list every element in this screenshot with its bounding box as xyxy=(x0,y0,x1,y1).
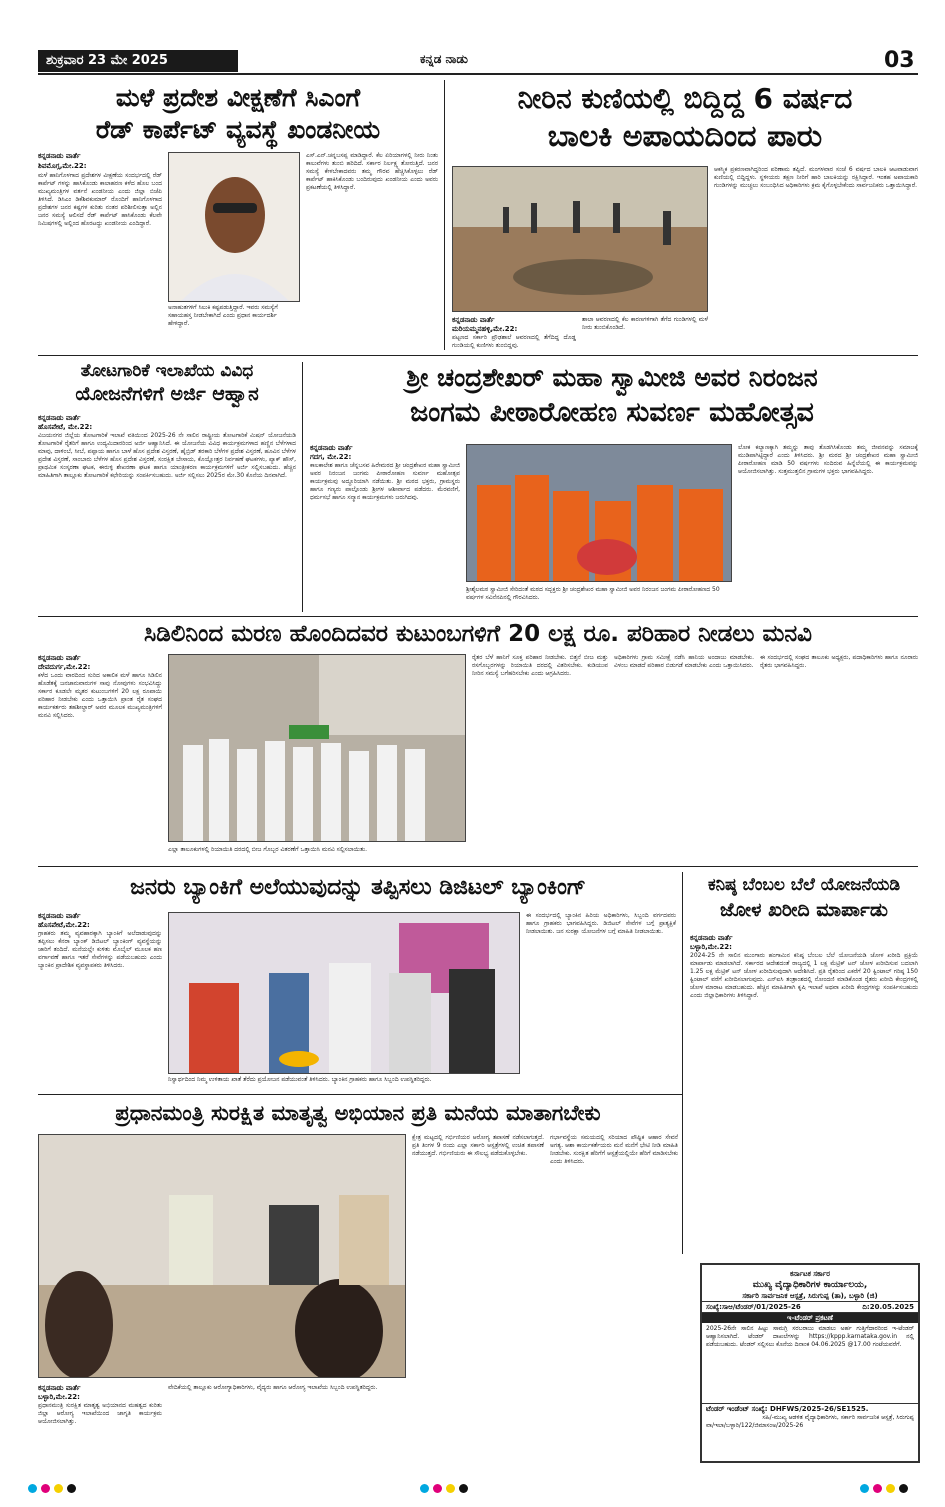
header-rule xyxy=(38,73,918,75)
story7-headline-line2: ಜೋಳ ಖರೀದಿ ಮಾರ್ಪಾಡು xyxy=(720,899,888,921)
story4-byline: ಕನ್ನಡನಾಡು ವಾರ್ತೆ xyxy=(310,444,353,452)
story8-photo-meeting xyxy=(38,1134,406,1378)
black-dot xyxy=(459,1484,468,1493)
story8-headline: ಪ್ರಧಾನಮಂತ್ರಿ ಸುರಕ್ಷಿತ ಮಾತೃತ್ವ ಅಭಿಯಾನ ಪ್ರತಿ ಮನೆಯ ಮಾತಾಗಬೇಕು xyxy=(115,1101,601,1125)
portrait-illustration xyxy=(169,153,300,302)
magenta-dot xyxy=(873,1484,882,1493)
tender-ref: ಸಂಖ್ಯೆ:ಸಾಆ/ಟೆಂಡರ್/01/2025-26 xyxy=(706,1303,801,1311)
story4-photo-swamijis xyxy=(466,444,732,582)
story6-column3: ಈ ಸಂದರ್ಭದಲ್ಲಿ ಬ್ಯಾಂಕಿನ ಹಿರಿಯ ಅಧಿಕಾರಿಗಳು, ಸಿಬ್ಬಂದಿ ವರ್ಗದವರು ಹಾಗೂ ಗ್ರಾಹಕರು ಭಾಗವಹಿಸಿದ್ದರು. ಡಿಜಿಟಲ್ ಸೇವೆಗಳ ಬಗ್ಗೆ ಪ್ರಾತ್ಯಕ್ಷಿಕೆ ನೀಡಲಾಯಿತು. ಜನ ಸುರಕ್ಷಾ ಯೋಜನೆಗಳ ಬಗ್ಗೆ ಮಾಹಿತಿ ನೀಡಲಾಯಿತು. xyxy=(526,912,676,935)
story7-byline: ಕನ್ನಡನಾಡು ವಾರ್ತೆ xyxy=(690,934,733,942)
column-divider xyxy=(682,872,683,1254)
column-divider xyxy=(444,80,445,350)
story3-headline-line2: ಯೋಜನೆಗಳಿಗೆ ಅರ್ಜಿ ಆಹ್ವಾನ xyxy=(75,383,259,405)
story6-dateline: ಹೊಸಪೇಟೆ,ಮೇ.22: xyxy=(38,921,90,929)
story7-dateline: ಬಳ್ಳಾರಿ,ಮೇ.22: xyxy=(690,943,732,951)
yellow-dot xyxy=(446,1484,455,1493)
meeting-illustration xyxy=(39,1135,406,1378)
story4-column1: ಕಾಲಕಾಲೇಶ ಹಾಗೂ ಚೆನ್ನಬಸವ ಹಿರೇಮಠದ ಶ್ರೀ ಚಂದ್ರಶೇಖರ ಮಹಾ ಸ್ವಾಮೀಜಿ ಅವರ ನಿರಂಜನ ಜಂಗಮ ಪೀಠಾರೋಹಣ ಸುವರ್ಣ ಮಹೋತ್ಸವ ಕಾರ್ಯಕ್ರಮವು ಅದ್ದೂರಿಯಾಗಿ ನಡೆಯಿತು. ಶ್ರೀ ಮಠದ ಭಕ್ತರು, ಗ್ರಾಮಸ್ಥರು ಹಾಗೂ ಗಣ್ಯರು ಪಾಲ್ಗೊಂಡು ಶ್ರೀಗಳ ಆಶೀರ್ವಾದ ಪಡೆದರು. ಮೆರವಣಿಗೆ, ಧರ್ಮಸಭೆ ಹಾಗೂ ಸನ್ಮಾನ ಕಾರ್ಯಕ್ರಮಗಳು ಜರುಗಿದವು. xyxy=(310,462,460,501)
story1-headline-line2: ರೆಡ್ ಕಾರ್ಪೆಟ್ ವ್ಯವಸ್ಥೆ ಖಂಡನೀಯ xyxy=(95,115,381,144)
story6-caption: ನಿಸ್ವಾರ್ಥದಿಂದ ನಿಮ್ಮ ಉಳಿತಾಯ ಖಾತೆ ತೆರೆದು ಪ್ರಯೋಜನ ಪಡೆಯುವಂತೆ ತಿಳಿಸಿದರು. ಬ್ಯಾಂಕಿನ ಗ್ರಾಹಕರು ಹಾಗೂ ಸಿಬ್ಬಂದಿ ಉಪಸ್ಥಿತರಿದ್ದರು. xyxy=(168,1076,432,1083)
tender-notice xyxy=(700,1263,920,1463)
story1-byline: ಕನ್ನಡನಾಡು ವಾರ್ತೆ xyxy=(38,152,81,160)
story2-column2: ಶಾಲಾ ಆವರಣದಲ್ಲಿ ಕೆಲ ಕಾರಣಗಳಿಗಾಗಿ ತೆಗೆದ ಗುಂಡಿಗಳಲ್ಲಿ ಮಳೆ ನೀರು ತುಂಬಿಕೊಂಡಿದೆ. xyxy=(582,316,708,331)
story3-dateline: ಹೊಸಪೇಟೆ, ಮೇ.22: xyxy=(38,423,93,431)
story5-column1: ಕಳೆದ ಒಂದು ವಾರದಿಂದ ಸುರಿದ ಅಕಾಲಿಕ ಮಳೆ ಹಾಗೂ ಸಿಡಿಲಿನ ಹೊಡೆತಕ್ಕೆ ಜನಜಾನುವಾರುಗಳ ಸಾವು ನೋವುಗಳು ಸಂಭವಿಸಿದ್ದು ಸರ್ಕಾರ ಕೂಡಲೇ ಮೃತರ ಕುಟುಂಬಗಳಿಗೆ 20 ಲಕ್ಷ ರೂಪಾಯಿ ಪರಿಹಾರ ನೀಡಬೇಕು ಎಂದು ಒತ್ತಾಯಿಸಿ ಪ್ರಾಂತ ರೈತ ಸಂಘದ ಕಾರ್ಯಕರ್ತರು ತಹಶೀಲ್ದಾರ್ ಅವರ ಮೂಲಕ ಮುಖ್ಯಮಂತ್ರಿಗಳಿಗೆ ಮನವಿ ಸಲ್ಲಿಸಿದರು. xyxy=(38,672,162,719)
cyan-dot xyxy=(28,1484,37,1493)
pit-scene-illustration xyxy=(453,167,708,312)
story6-headline: ಜನರು ಬ್ಯಾಂಕಿಗೆ ಅಲೆಯುವುದನ್ನು ತಪ್ಪಿಸಲು ಡಿಜಿಟಲ್ ಬ್ಯಾಂಕಿಂಗ್ xyxy=(130,875,586,900)
tender-office-line2: ಸರ್ಕಾರಿ ಸಾರ್ವಜನಿಕ ಆಸ್ಪತ್ರೆ, ಸಿರುಗುಪ್ಪ (ತಾ), ಬಳ್ಳಾರಿ (ಜಿ) xyxy=(742,1292,878,1300)
story1-caption: ಅನಾಹುತಗಳಿಗೆ ಸಿಲುಕಿ ಕಷ್ಟಪಡುತ್ತಿದ್ದಾರೆ. ಇವರು ಸಮಸ್ಯೆಗೆ ಸಹಾಯಹಸ್ತ ನೀಡಬೇಕಾಗಿದೆ ಎಂದು ಪ್ರಧಾನ ಕಾರ್ಯದರ್ಶಿ ಹೇಳಿದ್ದಾರೆ. xyxy=(168,304,278,327)
story6-byline: ಕನ್ನಡನಾಡು ವಾರ್ತೆ xyxy=(38,912,81,920)
date-box: ಶುಕ್ರವಾರ 23 ಮೇ 2025 xyxy=(38,50,238,72)
story5-column4: ಅಧಿಕಾರಿಗಳು ಗ್ರಾಮ ಸಮೀಕ್ಷೆ ನಡೆಸಿ ಹಾನಿಯ ಅಂದಾಜು ಮಾಡಬೇಕು. ವಿಳಂಬ ಮಾಡದೆ ಪರಿಹಾರ ಬಿಡುಗಡೆ ಮಾಡಬೇಕು ಎಂದು ಒತ್ತಾಯಿಸಿದರು. xyxy=(614,654,754,669)
story5-photo-protest xyxy=(168,654,466,842)
story8-column3: ಗರ್ಭಾವಸ್ಥೆಯ ಸಮಯದಲ್ಲಿ ಸರಿಯಾದ ಪೌಷ್ಟಿಕ ಆಹಾರ ಸೇವನೆ ಅಗತ್ಯ. ಆಶಾ ಕಾರ್ಯಕರ್ತೆಯರು ಮನೆ ಮನೆಗೆ ಭೇಟಿ ನೀಡಿ ಮಾಹಿತಿ ನೀಡಬೇಕು. ಸುರಕ್ಷಿತ ಹೆರಿಗೆಗೆ ಆಸ್ಪತ್ರೆಯಲ್ಲಿಯೇ ಹೆರಿಗೆ ಮಾಡಿಸಬೇಕು ಎಂದು ತಿಳಿಸಿದರು. xyxy=(550,1134,678,1165)
yellow-dot xyxy=(886,1484,895,1493)
color-registration-center xyxy=(420,1478,472,1492)
tender-ref-date: ದಿ:20.05.2025 xyxy=(862,1303,914,1311)
story1-column3: ಎಸ್.ಎನ್.ಚನ್ನಬಸಪ್ಪ ಮಾಡಿದ್ದಾರೆ. ಕೆಲ ಏರಿಯಾಗಳಲ್ಲಿ ನೀರು ನಿಂತು ಕಾಲುವೆಗಳು ತುಂಬಿ ಹರಿದಿದೆ. ಸರ್ಕಾರ ನಿರ್ಲಕ್ಷ್ಯ ತೋರುತ್ತಿದೆ. ಜನರ ಸಮಸ್ಯೆ ಕೇಳಬೇಕಾದವರು ತಮ್ಮ ಗೌರವ ಹೆಚ್ಚಿಸಿಕೊಳ್ಳಲು ರೆಡ್ ಕಾರ್ಪೆಟ್ ಹಾಕಿಸಿಕೊಂಡು ಬಂದಿರುವುದು ಖಂಡನೀಯ ಎಂದು ಅವರು ಪ್ರಕಟಣೆಯಲ್ಲಿ ತಿಳಿಸಿದ್ದಾರೆ. xyxy=(306,152,438,191)
yellow-dot xyxy=(54,1484,63,1493)
tender-office-line1: ಮುಖ್ಯ ವೈದ್ಯಾಧಿಕಾರಿಗಳ ಕಾರ್ಯಾಲಯ, xyxy=(752,1280,868,1290)
section-rule xyxy=(38,866,918,867)
story5-dateline: ದೇವದುರ್ಗ,ಮೇ.22: xyxy=(38,663,91,671)
story4-column3: ಲೋಕ ಕಲ್ಯಾಣಕ್ಕಾಗಿ ತಮ್ಮನ್ನು ತಾವು ತೊಡಗಿಸಿಕೊಂಡು ತಮ್ಮ ಜೀವನವನ್ನು ಸಮಾಜಕ್ಕೆ ಮುಡಿಪಾಗಿಟ್ಟಿದ್ದಾರೆ ಎಂದು ತಿಳಿಸಿದರು. ಶ್ರೀ ಮಠದ ಶ್ರೀ ಚಂದ್ರಶೇಖರ ಮಹಾ ಸ್ವಾಮೀಜಿ ಪೀಠಾರೋಹಣ ಮಾಡಿ 50 ವರ್ಷಗಳು ಸಂದಿರುವ ಹಿನ್ನೆಲೆಯಲ್ಲಿ ಈ ಕಾರ್ಯಕ್ರಮವನ್ನು ಆಯೋಜಿಸಲಾಗಿತ್ತು. ಸುತ್ತಮುತ್ತಲಿನ ಗ್ರಾಮಗಳ ಭಕ್ತರು ಭಾಗವಹಿಸಿದ್ದರು. xyxy=(738,444,918,475)
magenta-dot xyxy=(433,1484,442,1493)
section-rule xyxy=(38,355,918,356)
story7-body: 2024-25 ನೇ ಸಾಲಿನ ಮುಂಗಾರು ಹಂಗಾಮಿನ ಕನಿಷ್ಠ ಬೆಂಬಲ ಬೆಲೆ ಯೋಜನೆಯಡಿ ಜೋಳ ಖರೀದಿ ಪ್ರಕ್ರಿಯೆ ಮಾರ್ಪಾಡು ಮಾಡಲಾಗಿದೆ. ಸರ್ಕಾರದ ಆದೇಶದಂತೆ ರಾಜ್ಯದಲ್ಲಿ 1 ಲಕ್ಷ ಮೆಟ್ರಿಕ್ ಟನ್ ಜೋಳ ಖರೀದಿಸುವ ಬದಲಾಗಿ 1.25 ಲಕ್ಷ ಮೆಟ್ರಿಕ್ ಟನ್ ಜೋಳ ಖರೀದಿಸುವುದಾಗಿ ಆದೇಶಿಸಿದೆ. ಪ್ರತಿ ರೈತರಿಂದ ಎಕರೆಗೆ 20 ಕ್ವಿಂಟಾಲ್ ಗರಿಷ್ಠ 150 ಕ್ವಿಂಟಾಲ್ ವರೆಗೆ ಖರೀದಿಸಲಾಗುವುದು. ಎನ್ಐಸಿ ತಂತ್ರಾಂಶದಲ್ಲಿ ನೋಂದಣಿ ಮಾಡಿಕೊಂಡ ರೈತರು ಖರೀದಿ ಕೇಂದ್ರಗಳಲ್ಲಿ ಜೋಳ ಮಾರಾಟ ಮಾಡಬಹುದು. ಹೆಚ್ಚಿನ ಮಾಹಿತಿಗಾಗಿ ಕೃಷಿ ಇಲಾಖೆ ಅಥವಾ ಖರೀದಿ ಕೇಂದ್ರಗಳನ್ನು ಸಂಪರ್ಕಿಸಬಹುದು ಎಂದು ಜಿಲ್ಲಾಧಿಕಾರಿಗಳು ತಿಳಿಸಿದ್ದಾರೆ. xyxy=(690,952,918,999)
swamijis-illustration xyxy=(467,445,732,582)
brand-name: ಕನ್ನಡ ನಾಡು xyxy=(420,52,468,66)
tender-dipr: ವಾ/ಇಲಾ/ಬಳ್ಳಾರಿ/122/ಜಿಮಾಸಂಅ/2025-26 xyxy=(706,1422,804,1429)
story5-byline: ಕನ್ನಡನಾಡು ವಾರ್ತೆ xyxy=(38,654,81,662)
story1-portrait-photo xyxy=(168,152,300,302)
bank-event-illustration xyxy=(169,913,520,1074)
story8-column0: ಪ್ರಧಾನಮಂತ್ರಿ ಸುರಕ್ಷಿತ ಮಾತೃತ್ವ ಅಭಿಯಾನದ ಮಹತ್ವದ ಕುರಿತು ಜಿಲ್ಲಾ ಆರೋಗ್ಯ ಇಲಾಖೆಯಿಂದ ಜಾಗೃತಿ ಕಾರ್ಯಕ್ರಮ ಆಯೋಜಿಸಲಾಗಿತ್ತು. xyxy=(38,1402,162,1425)
story3-headline-line1: ತೋಟಗಾರಿಕೆ ಇಲಾಖೆಯ ವಿವಿಧ xyxy=(80,361,254,381)
color-registration-right xyxy=(860,1478,912,1492)
cyan-dot xyxy=(860,1484,869,1493)
story2-dateline: ಮರಿಯಮ್ಮನಹಳ್ಳಿ,ಮೇ.22: xyxy=(452,325,518,333)
cyan-dot xyxy=(420,1484,429,1493)
story8-dateline: ಬಳ್ಳಾರಿ,ಮೇ.22: xyxy=(38,1393,80,1401)
story7-headline-line1: ಕನಿಷ್ಠ ಬೆಂಬಲ ಬೆಲೆ ಯೋಜನೆಯಡಿ xyxy=(707,875,901,895)
story2-photo-pit xyxy=(452,166,708,312)
story5-column5: ಈ ಸಂದರ್ಭದಲ್ಲಿ ಸಂಘದ ತಾಲೂಕು ಅಧ್ಯಕ್ಷರು, ಪದಾಧಿಕಾರಿಗಳು ಹಾಗೂ ನೂರಾರು ರೈತರು ಭಾಗವಹಿಸಿದ್ದರು. xyxy=(760,654,918,669)
story4-dateline: ಗದಗ, ಮೇ.22: xyxy=(310,453,352,461)
page-number: 03 xyxy=(884,48,915,73)
story8-column2: ವೇದಿಕೆಯಲ್ಲಿ ತಾಲ್ಲೂಕು ಆರೋಗ್ಯಾಧಿಕಾರಿಗಳು, ವೈದ್ಯರು ಹಾಗೂ ಆರೋಗ್ಯ ಇಲಾಖೆಯ ಸಿಬ್ಬಂದಿ ಉಪಸ್ಥಿತರಿದ್ದರು. xyxy=(168,1384,378,1391)
black-dot xyxy=(899,1484,908,1493)
story8-column1: ಕ್ಷೇತ್ರ ಮಟ್ಟದಲ್ಲಿ ಗರ್ಭಿಣಿಯರ ಆರೋಗ್ಯ ತಪಾಸಣೆ ನಡೆಸಲಾಗುತ್ತದೆ. ಪ್ರತಿ ತಿಂಗಳ 9 ರಂದು ಎಲ್ಲಾ ಸರ್ಕಾರಿ ಆಸ್ಪತ್ರೆಗಳಲ್ಲಿ ಉಚಿತ ತಪಾಸಣೆ ನಡೆಯುತ್ತದೆ. ಗರ್ಭಿಣಿಯರು ಈ ಸೌಲಭ್ಯ ಪಡೆದುಕೊಳ್ಳಬೇಕು. xyxy=(412,1134,544,1157)
story4-caption: ಶ್ರೀಶೈಲಮಠ ಸ್ವಾಮೀಜಿ ಸೇರಿದಂತೆ ಮಠದ ಸದ್ಭಕ್ತರು ಶ್ರೀ ಚಂದ್ರಶೇಖರ ಮಹಾ ಸ್ವಾಮೀಜಿ ಅವರ ನಿರಂಜನ ಜಂಗಮ ಪೀಠಾರೋಹಣದ 50 ವರ್ಷಗಳ ಸವಿನೆನಪಿನಲ್ಲಿ ಗೌರವಿಸಿದರು. xyxy=(466,586,720,601)
story2-column1: ಪಟ್ಟಣದ ಸರ್ಕಾರಿ ಪ್ರೌಢಶಾಲೆ ಆವರಣದಲ್ಲಿ ತೆಗೆದಿದ್ದ ದೊಡ್ಡ ಗುಂಡಿಯಲ್ಲಿ ಕುಣಿಗಳು ತುಂಬಿದ್ದವು. xyxy=(452,334,576,349)
story2-byline: ಕನ್ನಡನಾಡು ವಾರ್ತೆ xyxy=(452,316,495,324)
story6-photo-bank xyxy=(168,912,520,1074)
color-registration-left xyxy=(28,1478,80,1492)
story2-column3: ಆಕಸ್ಮಿಕ ಪ್ರಕರಣವಾಗಿದ್ದರಿಂದ ಪರಿಣಾಮ ತಪ್ಪಿದೆ. ಮಂಗಳವಾರ ಸಂಜೆ 6 ವರ್ಷದ ಬಾಲಕಿ ಆಟವಾಡುವಾಗ ಕುಣಿಯಲ್ಲಿ ಬಿದ್ದಿದ್ದಳು. ಸ್ಥಳೀಯರು ತಕ್ಷಣ ನೀರಿಗೆ ಹಾರಿ ಬಾಲಕಿಯನ್ನು ರಕ್ಷಿಸಿದ್ದಾರೆ. ಇಂತಹ ಅಪಾಯಕಾರಿ ಗುಂಡಿಗಳನ್ನು ಮುಚ್ಚಲು ಸಂಬಂಧಿಸಿದ ಅಧಿಕಾರಿಗಳು ಕ್ರಮ ಕೈಗೊಳ್ಳಬೇಕೆಂದು ಸಾರ್ವಜನಿಕರು ಒತ್ತಾಯಿಸಿದ್ದಾರೆ. xyxy=(714,166,918,189)
tender-band: ಇ-ಟೆಂಡರ್ ಪ್ರಕಟಣೆ xyxy=(702,1313,918,1323)
story1-dateline: ಶಿವಮೊಗ್ಗ,ಮೇ.22: xyxy=(38,162,87,170)
column-divider xyxy=(302,362,303,612)
magenta-dot xyxy=(41,1484,50,1493)
story2-headline-line1: ನೀರಿನ ಕುಣಿಯಲ್ಲಿ ಬಿದ್ದಿದ್ದ 6 ವರ್ಷದ xyxy=(517,82,853,115)
section-rule xyxy=(38,616,918,617)
tender-reference-row xyxy=(702,1301,918,1313)
story2-headline-line2: ಬಾಲಕಿ ಅಪಾಯದಿಂದ ಪಾರು xyxy=(547,119,823,154)
story4-headline-line1: ಶ್ರೀ ಚಂದ್ರಶೇಖರ್ ಮಹಾ ಸ್ವಾಮೀಜಿ ಅವರ ನಿರಂಜನ xyxy=(406,363,818,392)
tender-code: ಟೆಂಡರ್ ಇಂಡೆಂಟ್ ಸಂಖ್ಯೆ: DHFWS/2025-26/SE1525. xyxy=(702,1403,918,1414)
story5-headline: ಸಿಡಿಲಿನಿಂದ ಮರಣ ಹೊಂದಿದವರ ಕುಟುಂಬಗಳಿಗೆ 20 ಲಕ್ಷ ರೂ. ಪರಿಹಾರ ನೀಡಲು ಮನವಿ xyxy=(144,621,812,647)
section-rule xyxy=(38,1094,682,1095)
tender-body: 2025-26ನೇ ಸಾಲಿನ ಹಿಟ್ಟು ಸಾಮಗ್ರಿ ಸರಬರಾಜು ಮಾಡಲು ಅರ್ಹ ಗುತ್ತಿಗೆದಾರರಿಂದ ಇ-ಟೆಂಡರ್ ಆಹ್ವಾನಿಸಲಾಗಿದೆ. ಟೆಂಡರ್ ದಾಖಲೆಗಳನ್ನು https://kppp.karnataka.gov.in ನಲ್ಲಿ ಪಡೆಯಬಹುದು. ಟೆಂಡರ್ ಸಲ್ಲಿಸಲು ಕೊನೆಯ ದಿನಾಂಕ 04.06.2025 @17.00 ಗಂಟೆಯವರೆಗೆ. xyxy=(706,1325,914,1348)
story3-byline: ಕನ್ನಡನಾಡು ವಾರ್ತೆ xyxy=(38,414,81,422)
masthead xyxy=(0,0,945,74)
black-dot xyxy=(67,1484,76,1493)
protest-illustration xyxy=(169,655,466,842)
tender-govt: ಕರ್ನಾಟಕ ಸರ್ಕಾರ xyxy=(790,1270,830,1278)
story8-byline: ಕನ್ನಡನಾಡು ವಾರ್ತೆ xyxy=(38,1384,81,1392)
tender-signature: ಸಹಿ/-ಮುಖ್ಯ ಆಡಳಿತ ವೈದ್ಯಾಧಿಕಾರಿಗಳು, ಸರ್ಕಾರಿ ಸಾರ್ವಜನಿಕ ಆಸ್ಪತ್ರೆ, ಸಿರುಗುಪ್ಪ xyxy=(762,1414,914,1421)
story4-headline-line2: ಜಂಗಮ ಪೀಠಾರೋಹಣ ಸುವರ್ಣ ಮಹೋತ್ಸವ xyxy=(410,397,814,428)
story5-column3: ರೈತರ ಬೆಳೆ ಹಾನಿಗೆ ಸೂಕ್ತ ಪರಿಹಾರ ನೀಡಬೇಕು. ಬಿತ್ತನೆ ಬೀಜ ಮತ್ತು ರಸಗೊಬ್ಬರಗಳನ್ನು ರಿಯಾಯಿತಿ ದರದಲ್ಲಿ ವಿತರಿಸಬೇಕು. ಕುಡಿಯುವ ನೀರಿನ ಸಮಸ್ಯೆ ಬಗೆಹರಿಸಬೇಕು ಎಂದು ಆಗ್ರಹಿಸಿದರು. xyxy=(472,654,608,677)
story5-caption: ಎಲ್ಲಾ ತಾಲೂಕುಗಳಲ್ಲಿ ರಿಯಾಯಿತಿ ದರದಲ್ಲಿ ಬೀಜ ಗೊಬ್ಬರ ವಿತರಣೆಗೆ ಒತ್ತಾಯಿಸಿ ಮನವಿ ಸಲ್ಲಿಸಲಾಯಿತು. xyxy=(168,846,368,853)
story3-body: ವಿಜಯನಗರ ಜಿಲ್ಲೆಯ ತೋಟಗಾರಿಕೆ ಇಲಾಖೆ ವತಿಯಿಂದ 2025-26 ನೇ ಸಾಲಿನ ರಾಷ್ಟ್ರೀಯ ತೋಟಗಾರಿಕೆ ಮಿಷನ್ ಯೋಜನೆಯಡಿ ತೋಟಗಾರಿಕೆ ರೈತರಿಗೆ ಹಾಗೂ ಉದ್ಯಮಿದಾರರಿಂದ ಅರ್ಜಿ ಆಹ್ವಾನಿಸಿದೆ. ಈ ಯೋಜನೆಯ ವಿವಿಧ ಕಾರ್ಯಕ್ರಮಗಳಾದ ಹಣ್ಣಿನ ಬೆಳೆಗಳಾದ ಮಾವು, ದಾಳಿಂಬೆ, ಸೀಬೆ, ಪಪ್ಪಾಯ ಹಾಗೂ ಬಾಳೆ ಹೊಸ ಪ್ರದೇಶ ವಿಸ್ತರಣೆ, ಹೈಬ್ರಿಡ್ ತರಕಾರಿ ಬೆಳೆಗಳ ಪ್ರದೇಶ ವಿಸ್ತರಣೆ, ಹೂವಿನ ಬೆಳೆಗಳ ಪ್ರದೇಶ ವಿಸ್ತರಣೆ, ಸಾಂಬಾರು ಬೆಳೆಗಳ ಹೊಸ ಪ್ರದೇಶ ವಿಸ್ತರಣೆ, ಸಂರಕ್ಷಿತ ಬೇಸಾಯ, ಕೊಯ್ಲೋತ್ತರ ನಿರ್ವಹಣೆ ಘಟಕಗಳು, ಪ್ಯಾಕ್ ಹೌಸ್, ಪ್ರಾಥಮಿಕ ಸಂಸ್ಕರಣಾ ಘಟಕ, ಈರುಳ್ಳಿ ಶೇಖರಣಾ ಘಟಕ ಹಾಗೂ ಯಾಂತ್ರೀಕರಣ ಕಾರ್ಯಕ್ರಮಗಳಿಗೆ ಅರ್ಜಿ ಸಲ್ಲಿಸಬಹುದು. ಹೆಚ್ಚಿನ ಮಾಹಿತಿಗಾಗಿ ತಾಲ್ಲೂಕು ತೋಟಗಾರಿಕೆ ಕಛೇರಿಯನ್ನು ಸಂಪರ್ಕಿಸಬಹುದು. ಅರ್ಜಿ ಸಲ್ಲಿಸಲು 2025ರ ಮೇ.30 ಕೊನೆಯ ದಿನವಾಗಿದೆ. xyxy=(38,432,296,479)
story1-headline-line1: ಮಳೆ ಪ್ರದೇಶ ವೀಕ್ಷಣೆಗೆ ಸಿಎಂಗೆ xyxy=(115,83,361,112)
story1-column1: ಮಳೆ ಹಾನಿಗೊಳಗಾದ ಪ್ರದೇಶಗಳ ವೀಕ್ಷಣೆಯ ಸಂದರ್ಭದಲ್ಲಿ ರೆಡ್ ಕಾರ್ಪೆಟ್ ಗಳನ್ನು ಹಾಸಿಕೊಂಡು ಕಾಲಾಹರಣ ಕಳೆದ ಹೊಲ ಬಂದ ಮುಖ್ಯಮಂತ್ರಿಗಳ ವರ್ತನೆ ಖಂಡನೀಯ ಎಂದು ಜಿಲ್ಲಾ ಬಿಜೆಪಿ ತಿಳಿಸಿದೆ. ಡಿಸಿಎಂ ಡಿಕೆಶಿವಕುಮಾರ್ ರೊಂದಿಗೆ ಹಾನಿಗೊಳಗಾದ ಪ್ರದೇಶಗಳ ಜನರ ಕಷ್ಟಗಳ ಕುರಿತು ನಂತರ ಪರಿಶೀಲಿಸುತ್ತಾ ಅಲ್ಲಿನ ಜನರ ಸಮಸ್ಯೆ ಆಲಿಸದೆ ರೆಡ್ ಕಾರ್ಪೆಟ್ ಹಾಸಿಕೊಂಡು ಕೆಲವೇ ನಿಮಿಷಗಳಲ್ಲಿ ಅಲ್ಲಿಂದ ಹೊರಟದ್ದು ಖಂಡನೀಯ ಎಂದಿದ್ದಾರೆ. xyxy=(38,172,162,227)
story6-column1: ಗ್ರಾಹಕರು ತಮ್ಮ ವ್ಯವಹಾರಕ್ಕಾಗಿ ಬ್ಯಾಂಕಿಗೆ ಅಲೆದಾಡುವುದನ್ನು ತಪ್ಪಿಸಲು ಕೆನರಾ ಬ್ಯಾಂಕ್ ಡಿಜಿಟಲ್ ಬ್ಯಾಂಕಿಂಗ್ ವ್ಯವಸ್ಥೆಯನ್ನು ಜಾರಿಗೆ ತಂದಿದೆ. ಮನೆಯಲ್ಲೇ ಕುಳಿತು ಮೊಬೈಲ್ ಮೂಲಕ ಹಣ ವರ್ಗಾವಣೆ ಹಾಗೂ ಇತರೆ ಸೇವೆಗಳನ್ನು ಪಡೆಯಬಹುದು ಎಂದು ಬ್ಯಾಂಕಿನ ಪ್ರಾದೇಶಿಕ ವ್ಯವಸ್ಥಾಪಕರು ತಿಳಿಸಿದರು. xyxy=(38,930,162,969)
